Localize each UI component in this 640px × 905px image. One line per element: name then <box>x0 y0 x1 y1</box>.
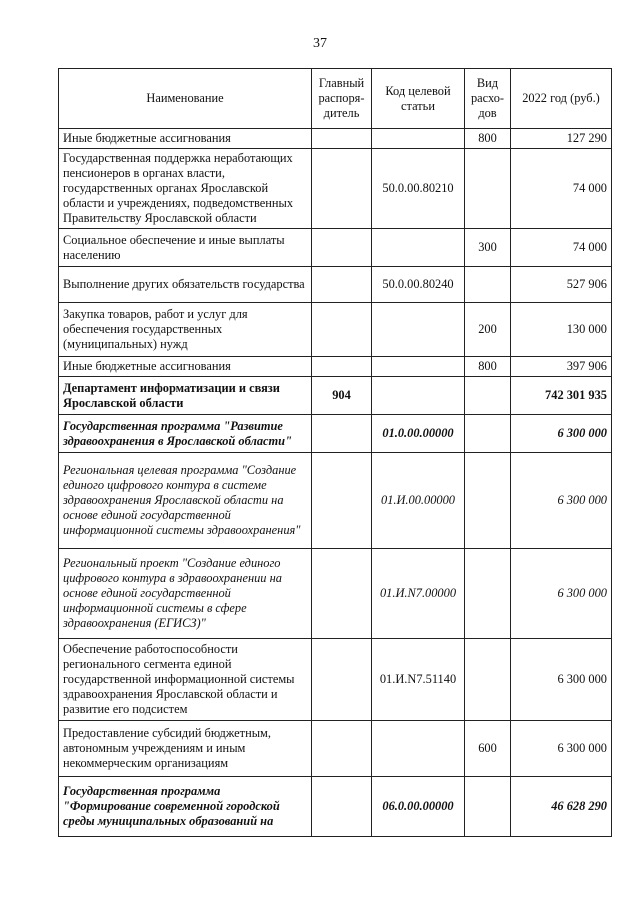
row-name: Государственная программа "Формирование современной городской среды муниципальных образований на <box>59 777 312 837</box>
row-code <box>372 721 465 777</box>
row-amount: 527 906 <box>511 267 612 303</box>
row-code <box>372 303 465 357</box>
row-name: Предоставление субсидий бюджетным, автономным учреждениям и иным некоммерческим организациям <box>59 721 312 777</box>
table-row <box>59 357 612 377</box>
table-row <box>59 267 612 303</box>
header-code: Код целевой статьи <box>372 69 465 129</box>
table-row <box>59 129 612 149</box>
row-manager <box>312 721 372 777</box>
row-type <box>465 453 511 549</box>
row-amount: 6 300 000 <box>511 721 612 777</box>
row-manager: 904 <box>312 377 372 415</box>
row-manager <box>312 639 372 721</box>
row-manager <box>312 357 372 377</box>
row-code: 01.И.N7.00000 <box>372 549 465 639</box>
row-name: Обеспечение работоспособности регионального сегмента единой государственной информационной системы здравоохранения Ярославской области и развитие его подсистем <box>59 639 312 721</box>
budget-table <box>58 68 612 837</box>
header-name: Наименование <box>59 69 312 129</box>
row-name: Департамент информатизации и связи Ярославской области <box>59 377 312 415</box>
row-manager <box>312 777 372 837</box>
row-amount: 74 000 <box>511 149 612 229</box>
row-name: Социальное обеспечение и иные выплаты населению <box>59 229 312 267</box>
row-name: Иные бюджетные ассигнования <box>59 357 312 377</box>
row-code: 01.И.N7.51140 <box>372 639 465 721</box>
row-type: 600 <box>465 721 511 777</box>
table-row <box>59 639 612 721</box>
table-row <box>59 229 612 267</box>
row-manager <box>312 149 372 229</box>
row-type <box>465 267 511 303</box>
row-manager <box>312 229 372 267</box>
row-type <box>465 639 511 721</box>
row-code <box>372 377 465 415</box>
table-row <box>59 777 612 837</box>
row-amount: 6 300 000 <box>511 415 612 453</box>
row-manager <box>312 415 372 453</box>
row-manager <box>312 267 372 303</box>
row-code <box>372 129 465 149</box>
row-name: Иные бюджетные ассигнования <box>59 129 312 149</box>
row-manager <box>312 453 372 549</box>
row-amount: 397 906 <box>511 357 612 377</box>
row-name: Государственная программа "Развитие здравоохранения в Ярославской области" <box>59 415 312 453</box>
table-row <box>59 453 612 549</box>
row-name: Региональный проект "Создание единого цифрового контура в здравоохранении на основе единой государственной информационной системы в сфере здравоохранения (ЕГИСЗ)" <box>59 549 312 639</box>
header-type: Вид расхо-дов <box>465 69 511 129</box>
row-type <box>465 777 511 837</box>
row-type: 300 <box>465 229 511 267</box>
row-amount: 742 301 935 <box>511 377 612 415</box>
header-amount: 2022 год (руб.) <box>511 69 612 129</box>
row-name: Региональная целевая программа "Создание единого цифрового контура в системе здравоохранения Ярославской области на основе единой государственной информационной системы здравоохранения" <box>59 453 312 549</box>
row-amount: 46 628 290 <box>511 777 612 837</box>
row-type: 800 <box>465 357 511 377</box>
row-manager <box>312 129 372 149</box>
table-row <box>59 377 612 415</box>
row-code: 50.0.00.80240 <box>372 267 465 303</box>
row-type: 200 <box>465 303 511 357</box>
row-name: Государственная поддержка неработающих пенсионеров в органах власти, государственных органах Ярославской области и учреждениях, подведомственных Правительству Ярославской области <box>59 149 312 229</box>
row-manager <box>312 303 372 357</box>
row-amount: 6 300 000 <box>511 639 612 721</box>
row-amount: 127 290 <box>511 129 612 149</box>
row-name: Выполнение других обязательств государства <box>59 267 312 303</box>
row-code: 50.0.00.80210 <box>372 149 465 229</box>
page-number: 37 <box>313 36 327 51</box>
row-type <box>465 549 511 639</box>
row-code: 06.0.00.00000 <box>372 777 465 837</box>
row-type <box>465 377 511 415</box>
row-type <box>465 415 511 453</box>
row-amount: 6 300 000 <box>511 453 612 549</box>
row-code: 01.И.00.00000 <box>372 453 465 549</box>
table-row <box>59 549 612 639</box>
header-manager: Главный распоря-дитель <box>312 69 372 129</box>
row-code: 01.0.00.00000 <box>372 415 465 453</box>
table-row <box>59 415 612 453</box>
header-row <box>59 69 612 129</box>
row-amount: 74 000 <box>511 229 612 267</box>
row-type <box>465 149 511 229</box>
row-amount: 130 000 <box>511 303 612 357</box>
table-row <box>59 303 612 357</box>
table-row <box>59 721 612 777</box>
row-type: 800 <box>465 129 511 149</box>
row-amount: 6 300 000 <box>511 549 612 639</box>
row-code <box>372 357 465 377</box>
row-name: Закупка товаров, работ и услуг для обеспечения государственных (муниципальных) нужд <box>59 303 312 357</box>
row-code <box>372 229 465 267</box>
table-row <box>59 149 612 229</box>
row-manager <box>312 549 372 639</box>
